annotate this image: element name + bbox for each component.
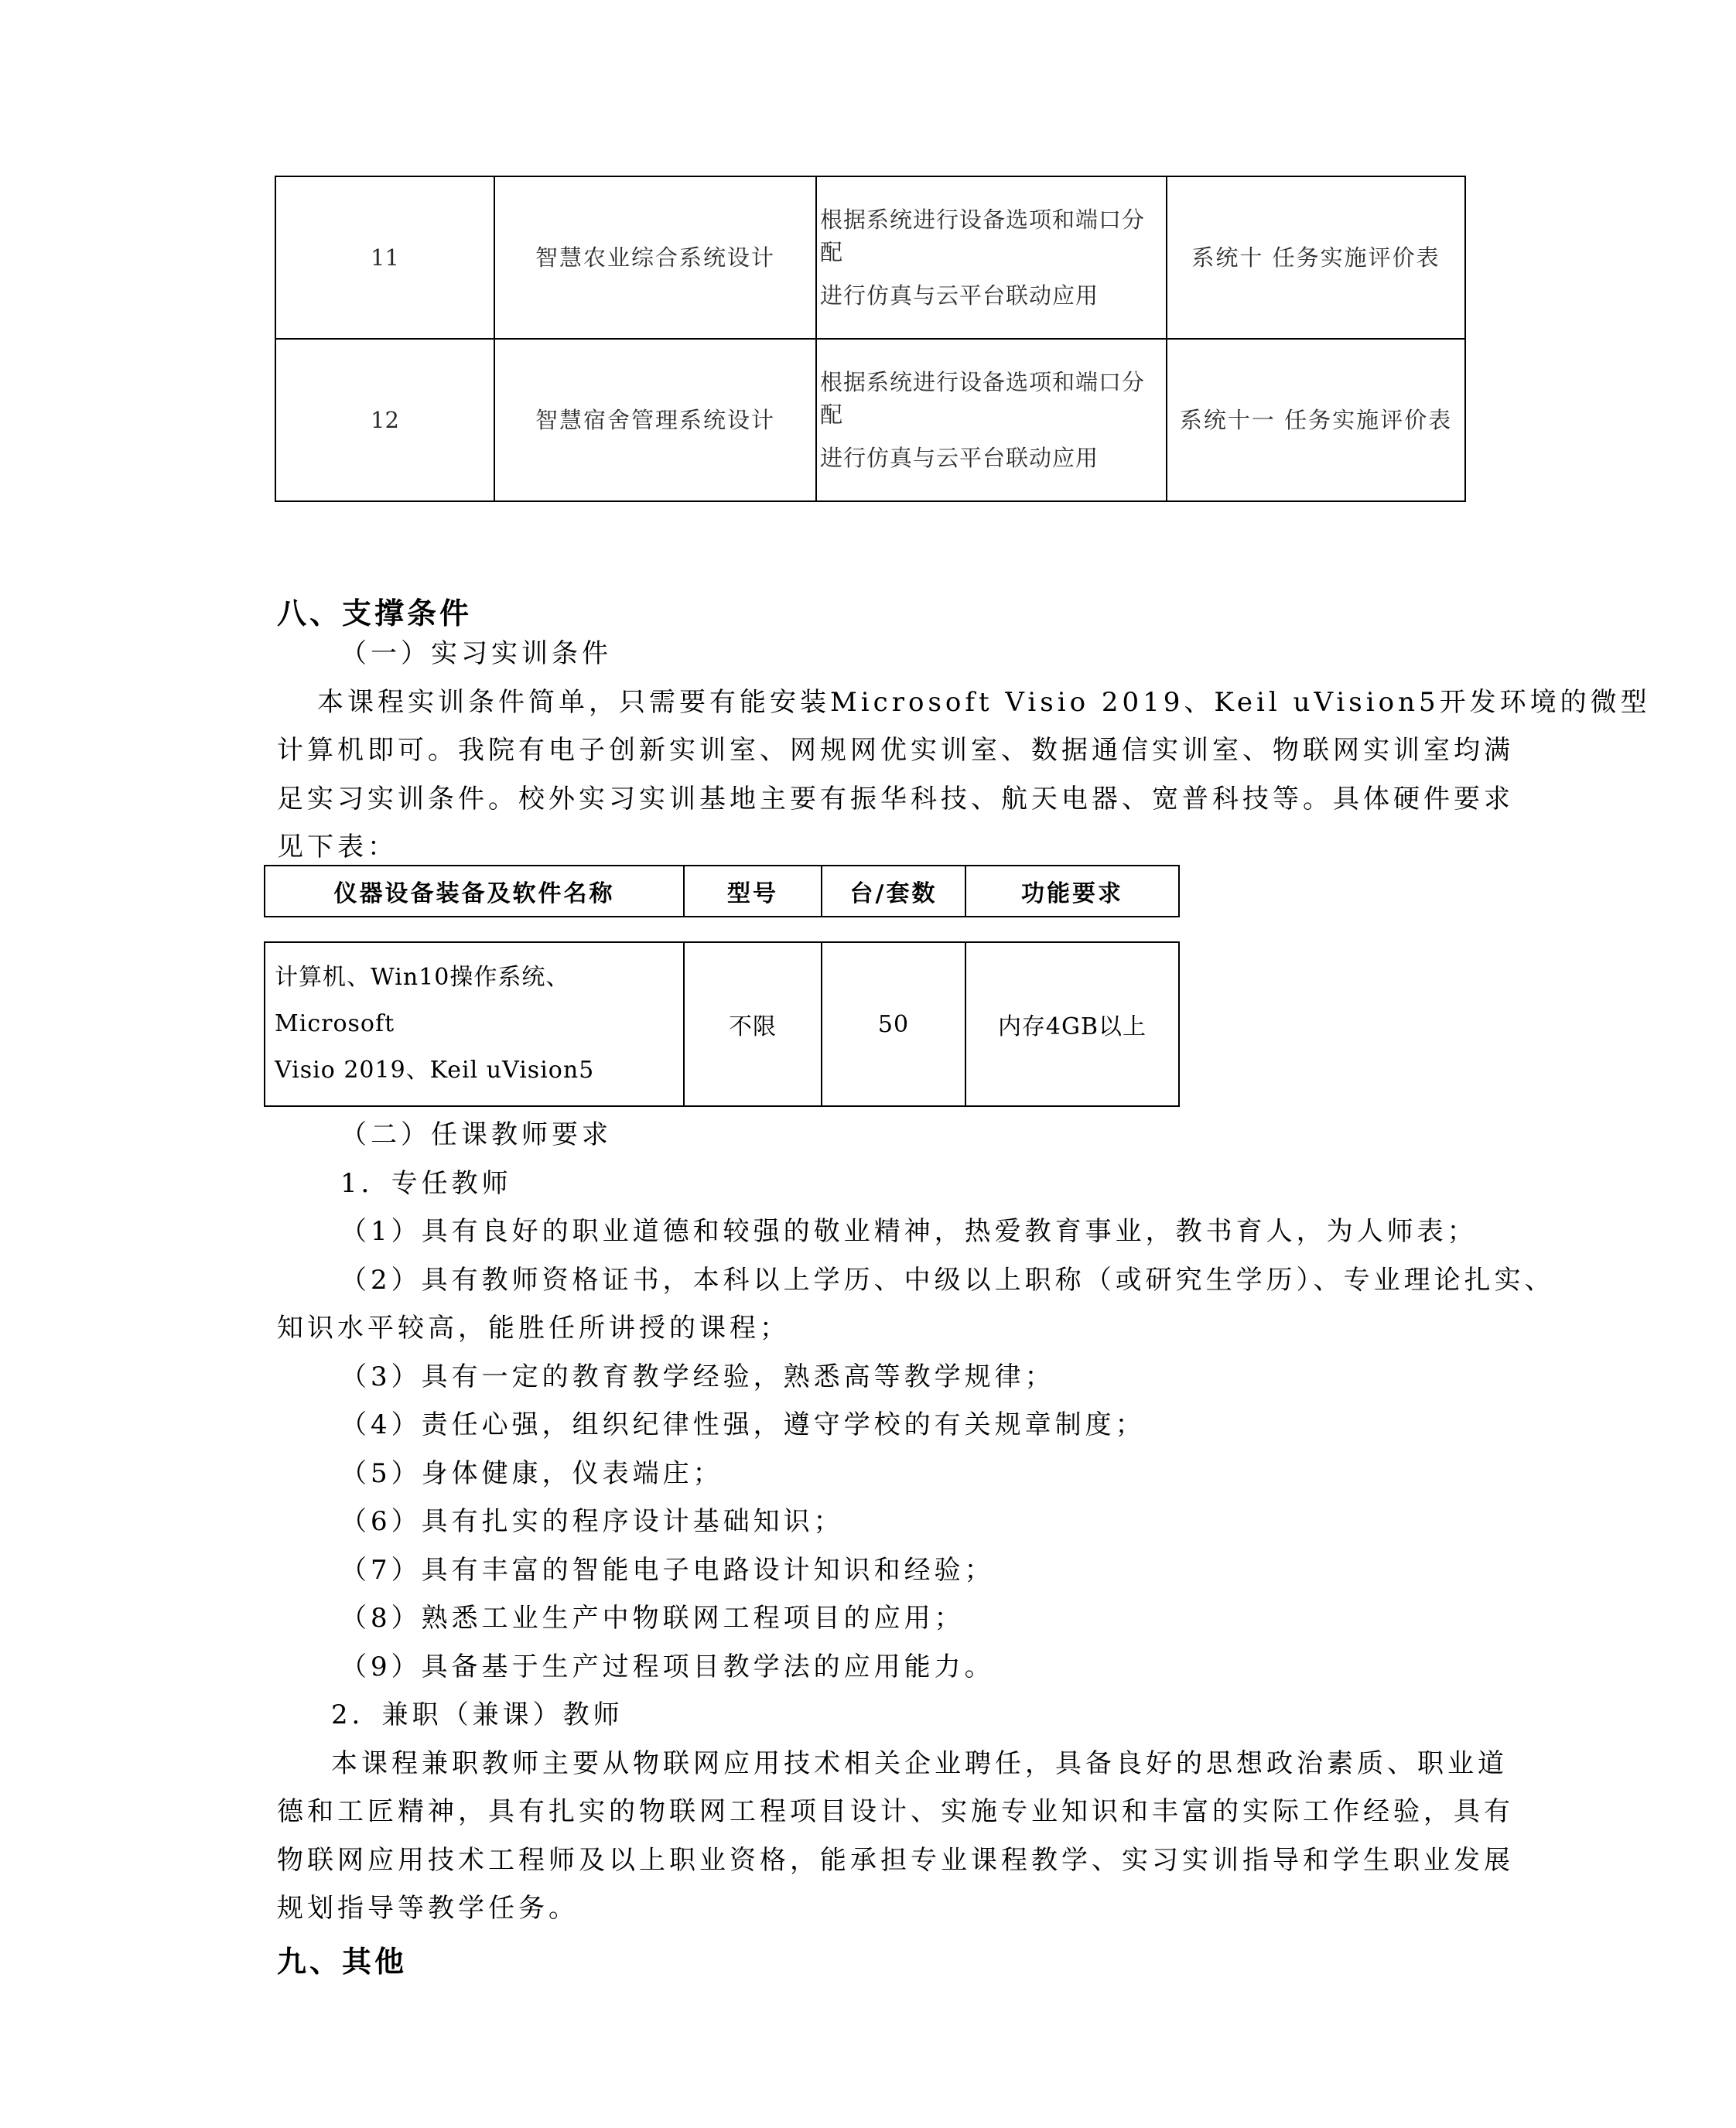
column-header: 型号 (684, 866, 822, 917)
subsection-title: （二）任课教师要求 (340, 1119, 612, 1150)
list-item: （4）责任心强，组织纪律性强，遵守学校的有关规章制度； (340, 1409, 1146, 1440)
list-item: （3）具有一定的教育教学经验，熟悉高等教学规律； (340, 1361, 1055, 1392)
list-item: （5）身体健康，仪表端庄； (340, 1458, 723, 1489)
column-header: 功能要求 (965, 866, 1179, 917)
desc-line: 进行仿真与云平台联动应用 (820, 282, 1099, 309)
task-evaluation: 系统十 任务实施评价表 (1167, 176, 1465, 339)
paragraph-line: 德和工匠精神，具有扎实的物联网工程项目设计、实施专业知识和丰富的实际工作经验，具有 (277, 1796, 1514, 1827)
equipment-count: 50 (822, 942, 965, 1106)
paragraph-line: 足实习实训条件。校外实习实训基地主要有振华科技、航天电器、宽普科技等。具体硬件要求 (277, 784, 1514, 815)
paragraph-line: 物联网应用技术工程师及以上职业资格，能承担专业课程教学、实习实训指导和学生职业发展 (277, 1845, 1514, 1876)
section-title-9: 九、其他 (277, 1944, 408, 1979)
task-table (275, 176, 1466, 502)
equipment-name-line: 计算机、Win10操作系统、Microsoft (275, 964, 570, 1037)
list-item: 知识水平较高，能胜任所讲授的课程； (277, 1313, 790, 1344)
section-title-8: 八、支撑条件 (277, 596, 473, 630)
table-row (275, 176, 1465, 339)
list-item: （2）具有教师资格证书，本科以上学历、中级以上职称（或研究生学历）、专业理论扎实、 (340, 1265, 1555, 1296)
task-number: 11 (275, 176, 494, 339)
table-row (265, 942, 1179, 1106)
item-title: 2．兼职（兼课）教师 (331, 1699, 624, 1730)
equipment-requirement: 内存4GB以上 (965, 942, 1179, 1106)
desc-line: 进行仿真与云平台联动应用 (820, 445, 1099, 472)
equipment-model: 不限 (684, 942, 822, 1106)
desc-line: 根据系统进行设备选项和端口分配 (820, 206, 1146, 265)
list-item: （8）熟悉工业生产中物联网工程项目的应用； (340, 1603, 965, 1634)
task-name: 智慧宿舍管理系统设计 (494, 339, 816, 501)
paragraph-line: 规划指导等教学任务。 (277, 1893, 579, 1924)
equipment-name (265, 942, 684, 1106)
task-evaluation: 系统十一 任务实施评价表 (1167, 339, 1465, 501)
list-item: （6）具有扎实的程序设计基础知识； (340, 1506, 844, 1537)
task-description (816, 176, 1167, 339)
equipment-name-line: Visio 2019、Keil uVision5 (275, 1057, 595, 1084)
table-row (275, 339, 1465, 501)
subsection-title: （一）实习实训条件 (340, 638, 612, 669)
column-header: 台/套数 (822, 866, 965, 917)
desc-line: 根据系统进行设备选项和端口分配 (820, 368, 1146, 428)
task-number: 12 (275, 339, 494, 501)
table-header-row (265, 866, 1179, 917)
list-item: （7）具有丰富的智能电子电路设计知识和经验； (340, 1555, 995, 1586)
task-description (816, 339, 1167, 501)
list-item: （9）具备基于生产过程项目教学法的应用能力。 (340, 1652, 995, 1682)
item-title: 1．专任教师 (340, 1168, 512, 1199)
paragraph-line: 本课程实训条件简单，只需要有能安装Microsoft Visio 2019、Keil uVision5开发环境的微型 (317, 687, 1651, 718)
task-name: 智慧农业综合系统设计 (494, 176, 816, 339)
paragraph-line: 计算机即可。我院有电子创新实训室、网规网优实训室、数据通信实训室、物联网实训室均满 (277, 735, 1514, 766)
column-header: 仪器设备装备及软件名称 (265, 866, 684, 917)
equipment-table-header (264, 865, 1180, 917)
paragraph-line: 见下表： (277, 832, 398, 862)
paragraph-line: 本课程兼职教师主要从物联网应用技术相关企业聘任，具备良好的思想政治素质、职业道 (331, 1748, 1508, 1779)
equipment-table (264, 941, 1180, 1107)
list-item: （1）具有良好的职业道德和较强的敬业精神，热爱教育事业，教书育人，为人师表； (340, 1216, 1478, 1247)
